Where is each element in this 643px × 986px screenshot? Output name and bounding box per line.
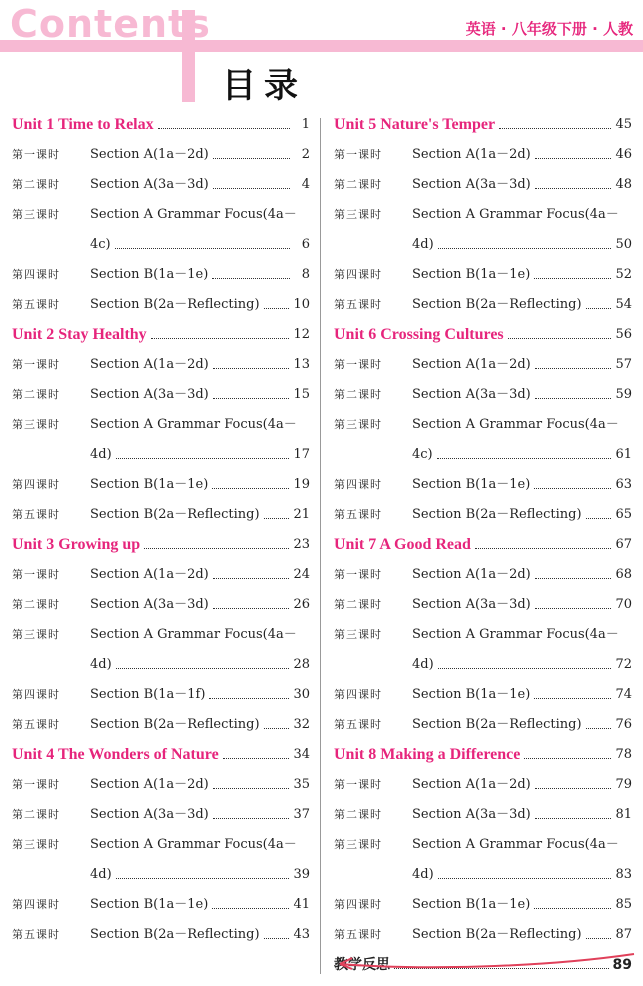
lesson-label: 第二课时	[334, 178, 382, 191]
unit-title: Unit 1 Time to Relax	[12, 116, 154, 133]
page-number: 28	[293, 657, 310, 672]
lesson-entry[interactable]	[334, 170, 632, 200]
page-number: 15	[293, 387, 310, 402]
lesson-section: Section A(3a－3d)	[90, 387, 209, 402]
dot-leader	[212, 908, 289, 909]
decorative-arrow-icon	[338, 950, 638, 972]
lesson-section: Section B(1a－1e)	[412, 897, 531, 912]
lesson-section: Section B(1a－1e)	[90, 267, 209, 282]
lesson-section: Section B(2a－Reflecting)	[90, 297, 260, 312]
lesson-entry[interactable]	[334, 200, 632, 230]
unit-entry[interactable]	[12, 740, 310, 770]
dot-leader	[264, 308, 290, 309]
lesson-entry[interactable]	[334, 560, 632, 590]
page-number: 45	[615, 117, 632, 132]
dot-leader	[115, 248, 290, 249]
lesson-label: 第一课时	[334, 568, 382, 581]
unit-entry[interactable]	[334, 740, 632, 770]
page-number: 41	[293, 897, 310, 912]
lesson-section: Section A Grammar Focus(4a－	[90, 627, 297, 642]
lesson-entry[interactable]	[334, 350, 632, 380]
page-number: 8	[301, 267, 310, 282]
lesson-section: Section B(2a－Reflecting)	[412, 927, 582, 942]
lesson-entry[interactable]	[334, 770, 632, 800]
page-number: 26	[293, 597, 310, 612]
page-number: 32	[293, 717, 310, 732]
dot-leader	[534, 908, 611, 909]
page-number: 56	[615, 327, 632, 342]
lesson-section: Section A(1a－2d)	[90, 147, 209, 162]
lesson-entry[interactable]	[12, 590, 310, 620]
lesson-label: 第二课时	[334, 808, 382, 821]
lesson-label: 第一课时	[12, 568, 60, 581]
dot-leader	[209, 698, 289, 699]
contents-heading: Contents	[10, 2, 211, 46]
lesson-section: Section A Grammar Focus(4a－	[412, 207, 619, 222]
unit-entry[interactable]	[334, 320, 632, 350]
lesson-label: 第三课时	[12, 418, 60, 431]
lesson-section: Section A Grammar Focus(4a－	[412, 837, 619, 852]
lesson-section: Section A(3a－3d)	[412, 597, 531, 612]
page-number: 57	[615, 357, 632, 372]
lesson-entry[interactable]	[12, 680, 310, 710]
dot-leader	[116, 458, 290, 459]
lesson-label: 第五课时	[334, 928, 382, 941]
lesson-entry[interactable]	[334, 140, 632, 170]
lesson-entry[interactable]	[12, 170, 310, 200]
lesson-entry[interactable]	[12, 560, 310, 590]
dot-leader	[213, 158, 290, 159]
dot-leader	[223, 758, 290, 759]
lesson-section: Section A(3a－3d)	[412, 387, 531, 402]
page-number: 83	[615, 867, 632, 882]
lesson-entry[interactable]	[12, 710, 310, 740]
lesson-label: 第二课时	[334, 388, 382, 401]
dot-leader	[535, 158, 612, 159]
lesson-label: 第五课时	[12, 718, 60, 731]
dot-leader	[438, 668, 612, 669]
page-number: 65	[615, 507, 632, 522]
lesson-entry[interactable]	[334, 620, 632, 650]
page-number: 34	[293, 747, 310, 762]
lesson-section: Section A(1a－2d)	[90, 567, 209, 582]
lesson-entry[interactable]	[12, 380, 310, 410]
page-number: 50	[615, 237, 632, 252]
lesson-entry[interactable]	[12, 770, 310, 800]
lesson-entry[interactable]	[334, 260, 632, 290]
dot-leader	[264, 938, 290, 939]
page-number: 85	[615, 897, 632, 912]
lesson-section: Section A(1a－2d)	[412, 567, 531, 582]
lesson-section: Section B(1a－1e)	[412, 687, 531, 702]
lesson-label: 第三课时	[12, 208, 60, 221]
lesson-section: Section A Grammar Focus(4a－	[412, 627, 619, 642]
page-number: 6	[301, 237, 310, 252]
page-number: 23	[293, 537, 310, 552]
lesson-section: Section A(1a－2d)	[412, 777, 531, 792]
dot-leader	[535, 608, 612, 609]
lesson-label: 第五课时	[12, 508, 60, 521]
lesson-entry[interactable]	[334, 710, 632, 740]
lesson-entry-continued[interactable]	[12, 650, 310, 680]
lesson-label: 第四课时	[334, 478, 382, 491]
lesson-section: Section B(1a－1e)	[412, 267, 531, 282]
lesson-label: 第四课时	[12, 478, 60, 491]
lesson-entry[interactable]	[12, 350, 310, 380]
dot-leader	[213, 188, 290, 189]
lesson-section: Section B(2a－Reflecting)	[412, 297, 582, 312]
unit-title: Unit 8 Making a Difference	[334, 746, 521, 763]
lesson-entry-continued[interactable]	[334, 440, 632, 470]
dot-leader	[151, 338, 290, 339]
lesson-label: 第一课时	[12, 148, 60, 161]
lesson-entry[interactable]	[334, 830, 632, 860]
lesson-entry[interactable]	[334, 380, 632, 410]
dot-leader	[499, 128, 611, 129]
dot-leader	[438, 878, 612, 879]
page-number: 17	[293, 447, 310, 462]
page-number: 87	[615, 927, 632, 942]
dot-leader	[535, 368, 612, 369]
lesson-label: 第二课时	[12, 808, 60, 821]
lesson-label: 第三课时	[334, 838, 382, 851]
lesson-label: 第五课时	[334, 508, 382, 521]
lesson-entry-continued[interactable]	[334, 650, 632, 680]
lesson-entry[interactable]	[12, 800, 310, 830]
unit-title: Unit 2 Stay Healthy	[12, 326, 147, 343]
lesson-entry[interactable]	[12, 470, 310, 500]
unit-title: Unit 6 Crossing Cultures	[334, 326, 504, 343]
lesson-section: Section B(1a－1e)	[412, 477, 531, 492]
page-number: 74	[615, 687, 632, 702]
lesson-section-continued: 4c)	[412, 447, 433, 462]
dot-leader	[524, 758, 611, 759]
lesson-label: 第四课时	[12, 268, 60, 281]
lesson-section: Section A(1a－2d)	[90, 357, 209, 372]
lesson-section: Section B(2a－Reflecting)	[412, 717, 582, 732]
lesson-entry-continued[interactable]	[12, 230, 310, 260]
page-number: 37	[293, 807, 310, 822]
lesson-section-continued: 4c)	[90, 237, 111, 252]
lesson-label: 第二课时	[12, 178, 60, 191]
lesson-label: 第二课时	[12, 388, 60, 401]
dot-leader	[438, 248, 612, 249]
dot-leader	[116, 668, 290, 669]
lesson-label: 第四课时	[334, 688, 382, 701]
unit-entry[interactable]	[334, 530, 632, 560]
unit-entry[interactable]	[334, 110, 632, 140]
page-number: 12	[293, 327, 310, 342]
dot-leader	[475, 548, 612, 549]
page-number: 63	[615, 477, 632, 492]
page-number: 72	[615, 657, 632, 672]
dot-leader	[213, 368, 290, 369]
dot-leader	[586, 308, 612, 309]
page-number: 46	[615, 147, 632, 162]
lesson-label: 第四课时	[12, 688, 60, 701]
lesson-section-continued: 4d)	[90, 447, 112, 462]
lesson-section-continued: 4d)	[412, 237, 434, 252]
dot-leader	[213, 788, 290, 789]
dot-leader	[158, 128, 290, 129]
dot-leader	[535, 788, 612, 789]
lesson-label: 第五课时	[334, 298, 382, 311]
lesson-entry[interactable]	[334, 800, 632, 830]
lesson-entry[interactable]	[12, 830, 310, 860]
dot-leader	[213, 578, 290, 579]
lesson-entry[interactable]	[334, 410, 632, 440]
lesson-label: 第三课时	[12, 628, 60, 641]
lesson-entry-continued[interactable]	[334, 860, 632, 890]
page-number: 70	[615, 597, 632, 612]
lesson-section: Section A(3a－3d)	[412, 807, 531, 822]
page-number: 67	[615, 537, 632, 552]
lesson-entry[interactable]	[12, 290, 310, 320]
lesson-entry[interactable]	[12, 200, 310, 230]
unit-title: Unit 4 The Wonders of Nature	[12, 746, 219, 763]
dot-leader	[212, 278, 290, 279]
page-number: 52	[615, 267, 632, 282]
unit-entry[interactable]	[12, 530, 310, 560]
page-number: 2	[301, 147, 310, 162]
dot-leader	[586, 518, 612, 519]
page-number: 21	[293, 507, 310, 522]
toc-left-column	[12, 110, 310, 950]
lesson-label: 第三课时	[334, 208, 382, 221]
lesson-entry[interactable]	[334, 920, 632, 950]
lesson-entry[interactable]	[12, 140, 310, 170]
lesson-section: Section B(2a－Reflecting)	[412, 507, 582, 522]
lesson-entry[interactable]	[334, 680, 632, 710]
page-number: 10	[293, 297, 310, 312]
dot-leader	[213, 608, 290, 609]
page-number: 78	[615, 747, 632, 762]
lesson-label: 第一课时	[334, 358, 382, 371]
page-number: 79	[615, 777, 632, 792]
page-number: 35	[293, 777, 310, 792]
lesson-section-continued: 4d)	[412, 867, 434, 882]
page-number: 89	[612, 957, 632, 973]
dot-leader	[534, 488, 611, 489]
dot-leader	[586, 938, 612, 939]
lesson-entry[interactable]	[12, 620, 310, 650]
dot-leader	[586, 728, 612, 729]
lesson-section: Section A(1a－2d)	[412, 147, 531, 162]
lesson-entry[interactable]	[12, 920, 310, 950]
dot-leader	[535, 188, 612, 189]
unit-title: Unit 5 Nature's Temper	[334, 116, 496, 133]
page-title: 目录	[222, 66, 306, 106]
unit-title: Unit 7 A Good Read	[334, 536, 471, 553]
lesson-entry[interactable]	[334, 470, 632, 500]
lesson-section: Section A Grammar Focus(4a－	[90, 837, 297, 852]
page-number: 76	[615, 717, 632, 732]
lesson-entry[interactable]	[12, 500, 310, 530]
dot-leader	[535, 398, 612, 399]
lesson-label: 第一课时	[12, 778, 60, 791]
lesson-section: Section A(3a－3d)	[90, 597, 209, 612]
lesson-label: 第四课时	[334, 268, 382, 281]
dot-leader	[534, 278, 611, 279]
dot-leader	[213, 398, 290, 399]
dot-leader	[144, 548, 289, 549]
page-number: 13	[293, 357, 310, 372]
unit-entry[interactable]	[12, 320, 310, 350]
lesson-label: 第三课时	[12, 838, 60, 851]
lesson-section: Section B(2a－Reflecting)	[90, 507, 260, 522]
lesson-section-continued: 4d)	[90, 657, 112, 672]
lesson-entry-continued[interactable]	[12, 440, 310, 470]
page-number: 81	[615, 807, 632, 822]
lesson-section: Section A(1a－2d)	[412, 357, 531, 372]
page-number: 1	[301, 117, 310, 132]
lesson-entry[interactable]	[12, 410, 310, 440]
page-number: 24	[293, 567, 310, 582]
lesson-section: Section B(1a－1f)	[90, 687, 206, 702]
lesson-section: Section A Grammar Focus(4a－	[90, 207, 297, 222]
lesson-label: 第四课时	[12, 898, 60, 911]
toc-right-column	[334, 110, 632, 980]
page-number: 39	[293, 867, 310, 882]
page-header	[0, 0, 643, 106]
page-number: 30	[293, 687, 310, 702]
lesson-entry-continued[interactable]	[334, 230, 632, 260]
lesson-section: Section A Grammar Focus(4a－	[412, 417, 619, 432]
lesson-label: 第三课时	[334, 628, 382, 641]
lesson-entry[interactable]	[334, 890, 632, 920]
lesson-section: Section A Grammar Focus(4a－	[90, 417, 297, 432]
lesson-section: Section B(2a－Reflecting)	[90, 717, 260, 732]
dot-leader	[264, 728, 290, 729]
lesson-section-continued: 4d)	[90, 867, 112, 882]
page-number: 54	[615, 297, 632, 312]
page-number: 4	[301, 177, 310, 192]
lesson-label: 第三课时	[334, 418, 382, 431]
dot-leader	[212, 488, 289, 489]
lesson-entry[interactable]	[334, 590, 632, 620]
lesson-label: 第五课时	[12, 928, 60, 941]
lesson-label: 第二课时	[12, 598, 60, 611]
reflection-label: 教学反思	[334, 957, 390, 973]
lesson-label: 第五课时	[334, 718, 382, 731]
page-number: 68	[615, 567, 632, 582]
subject-label: 英语 · 八年级下册 · 人教	[465, 20, 633, 38]
lesson-label: 第一课时	[334, 778, 382, 791]
lesson-section-continued: 4d)	[412, 657, 434, 672]
lesson-section: Section B(1a－1e)	[90, 897, 209, 912]
dot-leader	[534, 698, 611, 699]
unit-title: Unit 3 Growing up	[12, 536, 141, 553]
page-number: 59	[615, 387, 632, 402]
lesson-section: Section A(3a－3d)	[90, 177, 209, 192]
lesson-section: Section A(3a－3d)	[412, 177, 531, 192]
lesson-section: Section A(1a－2d)	[90, 777, 209, 792]
dot-leader	[437, 458, 612, 459]
dot-leader	[508, 338, 612, 339]
dot-leader	[535, 578, 612, 579]
lesson-label: 第一课时	[12, 358, 60, 371]
lesson-entry[interactable]	[334, 500, 632, 530]
unit-entry[interactable]	[12, 110, 310, 140]
column-divider	[320, 118, 321, 974]
page-number: 19	[293, 477, 310, 492]
page-number: 48	[615, 177, 632, 192]
lesson-section: Section A(3a－3d)	[90, 807, 209, 822]
lesson-label: 第四课时	[334, 898, 382, 911]
page-number: 43	[293, 927, 310, 942]
lesson-entry[interactable]	[12, 890, 310, 920]
lesson-label: 第五课时	[12, 298, 60, 311]
lesson-label: 第一课时	[334, 148, 382, 161]
lesson-label: 第二课时	[334, 598, 382, 611]
dot-leader	[264, 518, 290, 519]
dot-leader	[116, 878, 290, 879]
dot-leader	[535, 818, 612, 819]
lesson-entry-continued[interactable]	[12, 860, 310, 890]
lesson-entry[interactable]	[12, 260, 310, 290]
dot-leader	[213, 818, 290, 819]
lesson-section: Section B(1a－1e)	[90, 477, 209, 492]
page-number: 61	[615, 447, 632, 462]
lesson-section: Section B(2a－Reflecting)	[90, 927, 260, 942]
lesson-entry[interactable]	[334, 290, 632, 320]
